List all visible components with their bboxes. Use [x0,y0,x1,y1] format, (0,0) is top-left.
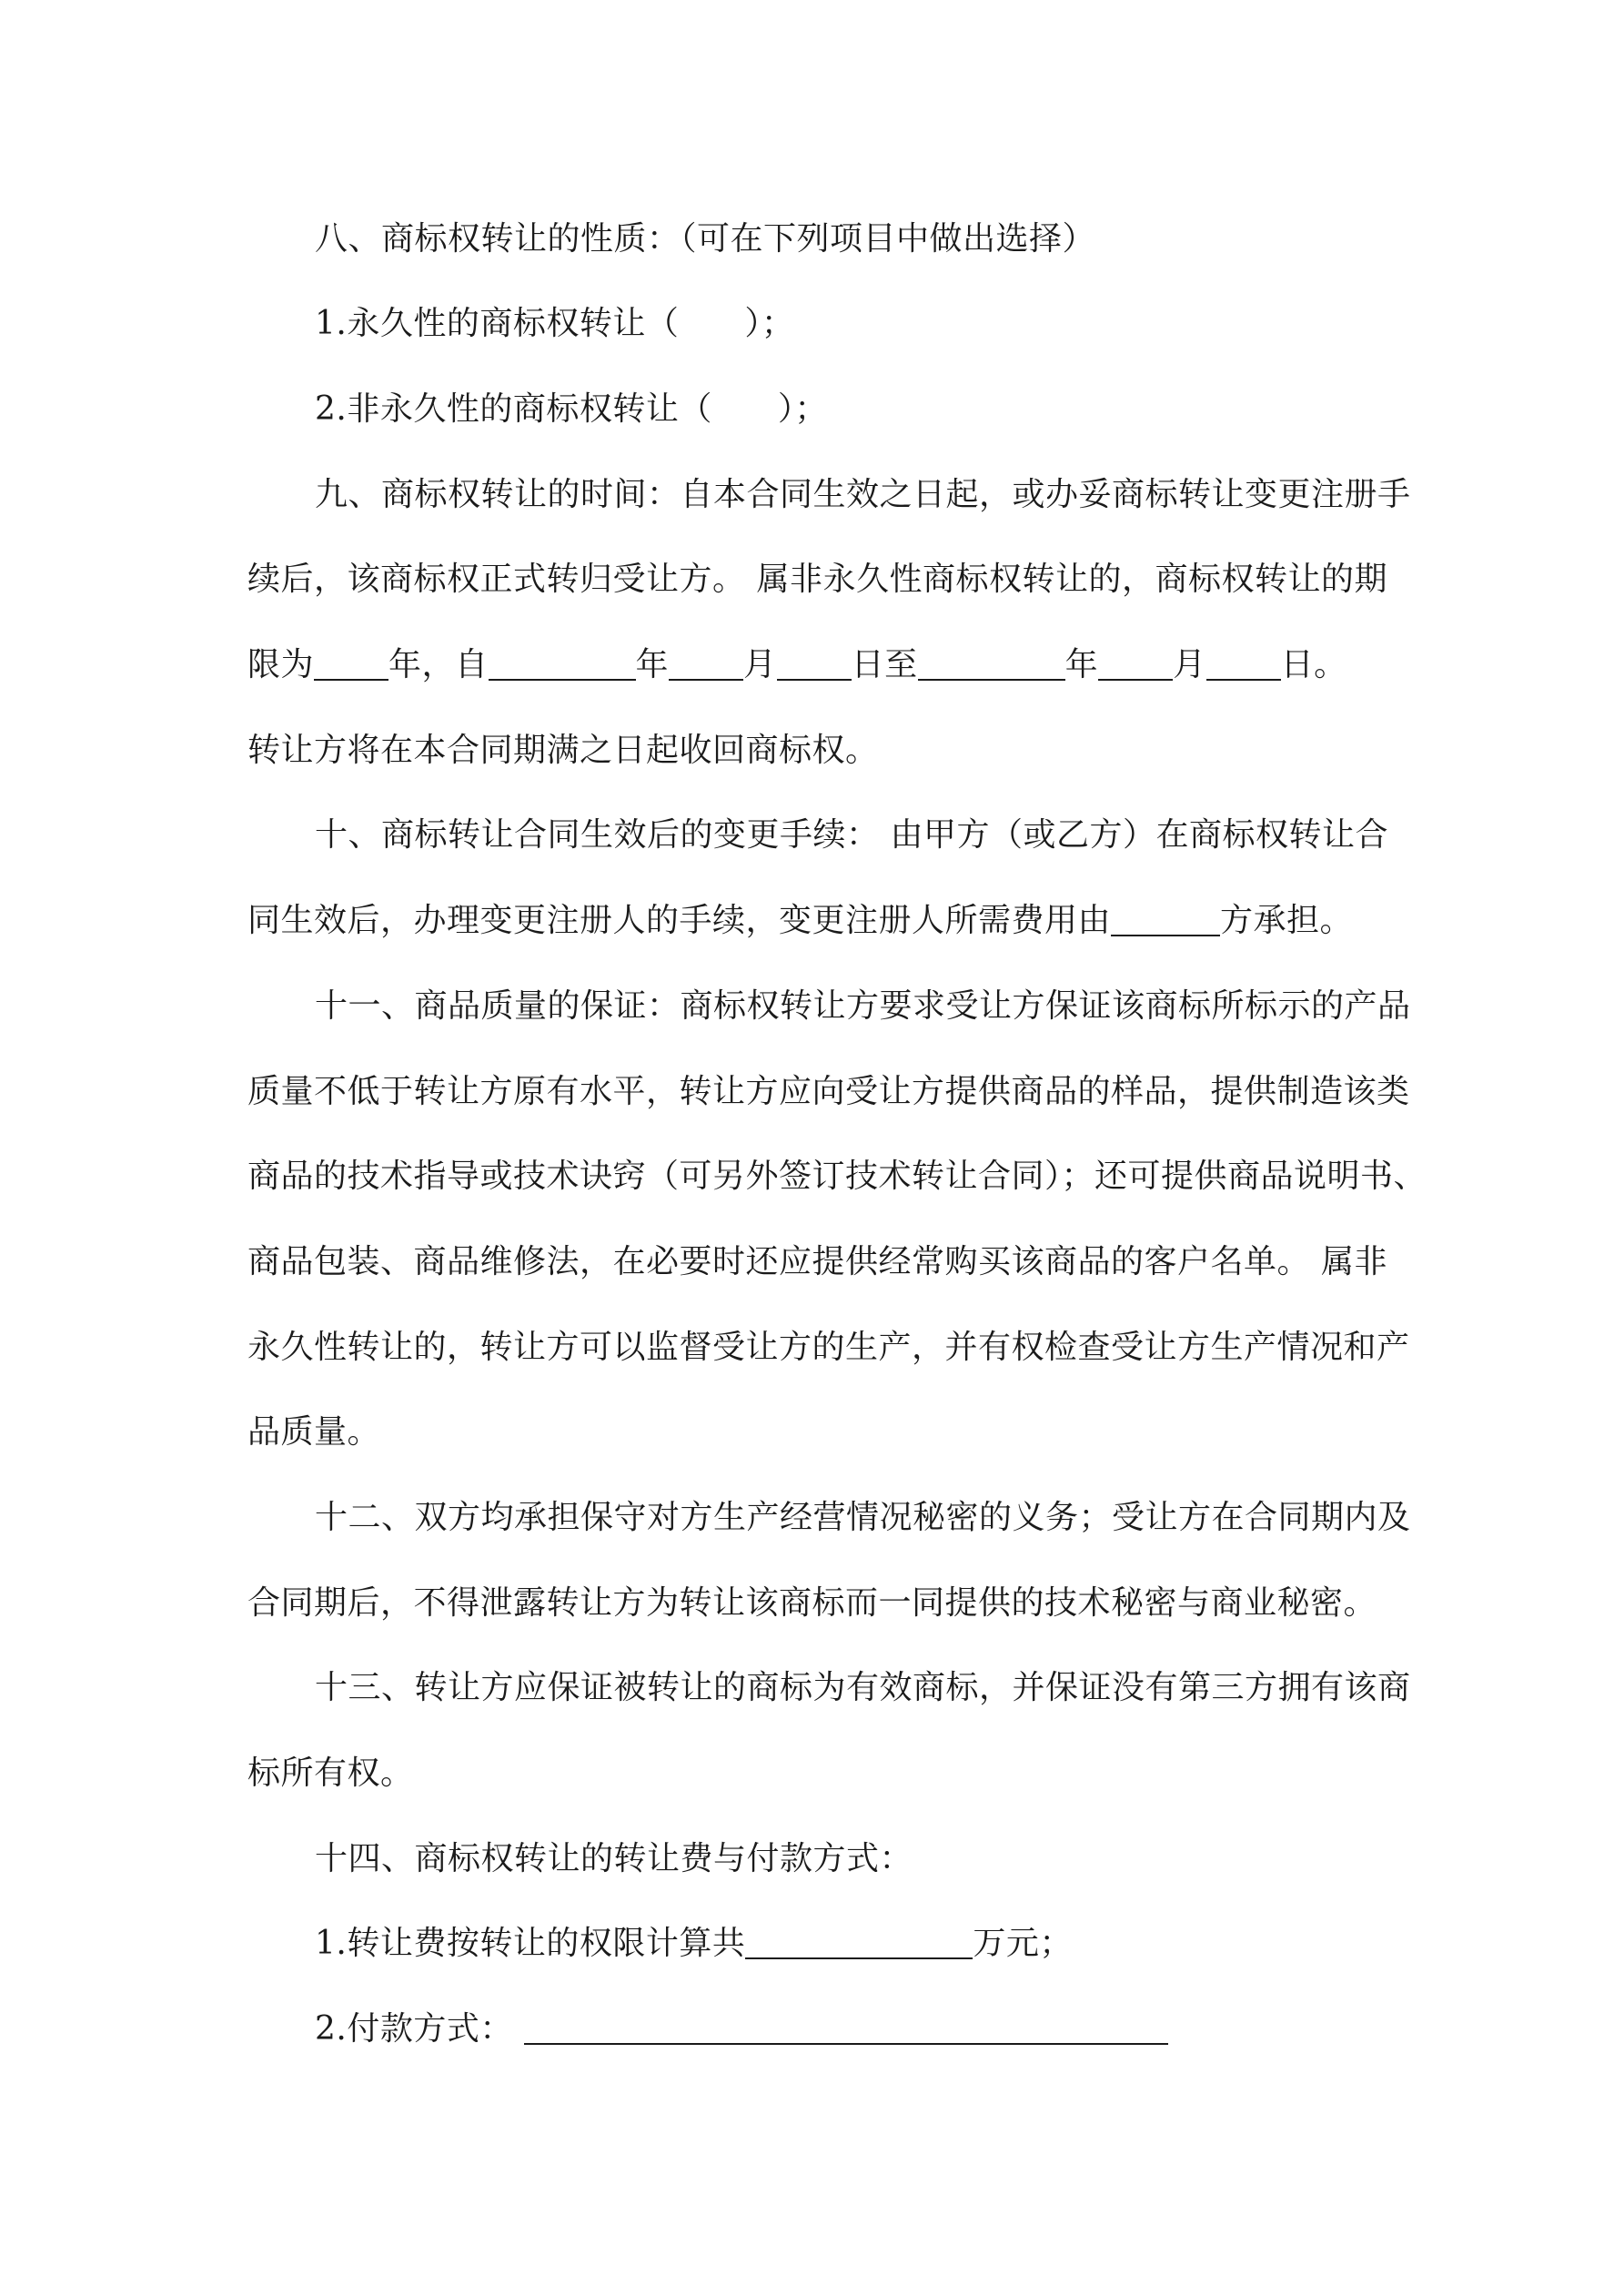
section-11-line-1-text: 十一、商品质量的保证：商标权转让方要求受让方保证该商标所标示的产品 [315,987,1411,1025]
section-8-item-1-suffix: ）； [744,305,795,342]
section-8-heading-text: 八、商标权转让的性质：（可在下列项目中做出选择） [315,220,1096,258]
section-8-item-1-prefix: 1.永久性的商标权转让（ [315,305,680,342]
transfer-fee-blank[interactable] [745,1921,973,1959]
section-11-line-4 [247,1235,1394,1290]
start-month-label: 月 [743,646,777,683]
section-10-line-1 [315,808,1394,863]
section-14-item-1-text: 1.转让费按转让的权限计算共 [315,1925,746,1962]
section-13-line-2 [247,1746,1394,1801]
section-11-line-6 [247,1405,1394,1460]
section-11-line-4-text: 商品包装、商品维修法，在必要时还应提供经常购买该商品的客户名单。 属非 [247,1243,1387,1280]
section-9-line-4-text: 转让方将在本合同期满之日起收回商标权。 [247,732,879,769]
section-10-line-1-text: 十、商标转让合同生效后的变更手续： 由甲方（或乙方）在商标权转让合 [315,816,1388,854]
end-year-blank[interactable] [918,642,1065,681]
section-9-line-3 [247,638,1394,693]
section-12-line-1 [315,1491,1411,1545]
section-11-line-2 [247,1065,1410,1119]
section-14-item-2 [315,2002,1394,2057]
section-12-line-2-text: 合同期后，不得泄露转让方为转让该商标而一同提供的技术秘密与商业秘密。 [247,1584,1377,1622]
section-11-line-2-text: 质量不低于转让方原有水平，转让方应向受让方提供商品的样品，提供制造该类 [247,1073,1410,1110]
fee-bearer-blank[interactable] [1111,898,1220,936]
section-11-line-5 [247,1320,1410,1375]
to-label: 日至 [851,646,918,683]
section-10-line-2-suffix: 方承担。 [1220,902,1354,939]
section-14-heading [315,1832,1394,1886]
section-8-item-2 [315,382,1394,437]
section-12-line-2 [247,1576,1394,1631]
start-month-blank[interactable] [669,642,743,681]
section-14-item-2-text: 2.付款方式： [315,2010,513,2048]
end-month-label: 月 [1173,646,1206,683]
section-11-line-5-text: 永久性转让的，转让方可以监督受让方的生产，并有权检查受让方生产情况和产 [247,1329,1410,1366]
section-13-line-1-text: 十三、转让方应保证被转让的商标为有效商标，并保证没有第三方拥有该商 [315,1669,1411,1706]
section-11-line-1 [315,979,1411,1034]
term-label: 限为 [247,646,315,683]
section-13-line-1 [315,1661,1411,1715]
end-month-blank[interactable] [1098,642,1173,681]
section-13-line-2-text: 标所有权。 [247,1755,414,1792]
payment-method-blank[interactable] [524,2007,1168,2045]
section-8-heading [315,212,1394,267]
start-year-label: 年 [635,646,670,683]
section-14-heading-text: 十四、商标权转让的转让费与付款方式： [315,1840,913,1877]
section-8-item-2-suffix: ）； [777,390,828,428]
end-day-blank[interactable] [1206,642,1281,681]
start-day-blank[interactable] [777,642,852,681]
section-12-line-1-text: 十二、双方均承担保守对方生产经营情况秘密的义务；受让方在合同期内及 [315,1499,1411,1536]
end-year-label: 年 [1064,646,1099,683]
section-9-line-2-text: 续后，该商标权正式转归受让方。 属非永久性商标权转让的，商标权转让的期 [247,561,1387,598]
section-9-line-1 [315,468,1411,522]
section-11-line-6-text: 品质量。 [247,1413,381,1451]
section-10-line-2 [247,894,1394,948]
start-year-blank[interactable] [489,642,636,681]
section-14-item-1-suffix: 万元； [973,1925,1073,1962]
section-11-line-3-text: 商品的技术指导或技术诀窍（可另外签订技术转让合同）；还可提供商品说明书、 [247,1158,1427,1195]
section-9-line-2 [247,552,1394,607]
section-8-item-1 [315,297,1394,351]
section-8-item-2-prefix: 2.非永久性的商标权转让（ [315,390,712,428]
section-11-line-3 [247,1149,1427,1204]
from-label: 年，自 [388,646,489,683]
section-9-line-1-text: 九、商标权转让的时间：自本合同生效之日起，或办妥商标转让变更注册手 [315,476,1411,513]
section-14-item-1 [315,1917,1394,1971]
end-day-label: 日。 [1280,646,1347,683]
term-years-blank[interactable] [314,642,388,681]
section-10-line-2-text: 同生效后，办理变更注册人的手续，变更注册人所需费用由 [247,902,1112,939]
section-9-line-4 [247,723,1394,778]
